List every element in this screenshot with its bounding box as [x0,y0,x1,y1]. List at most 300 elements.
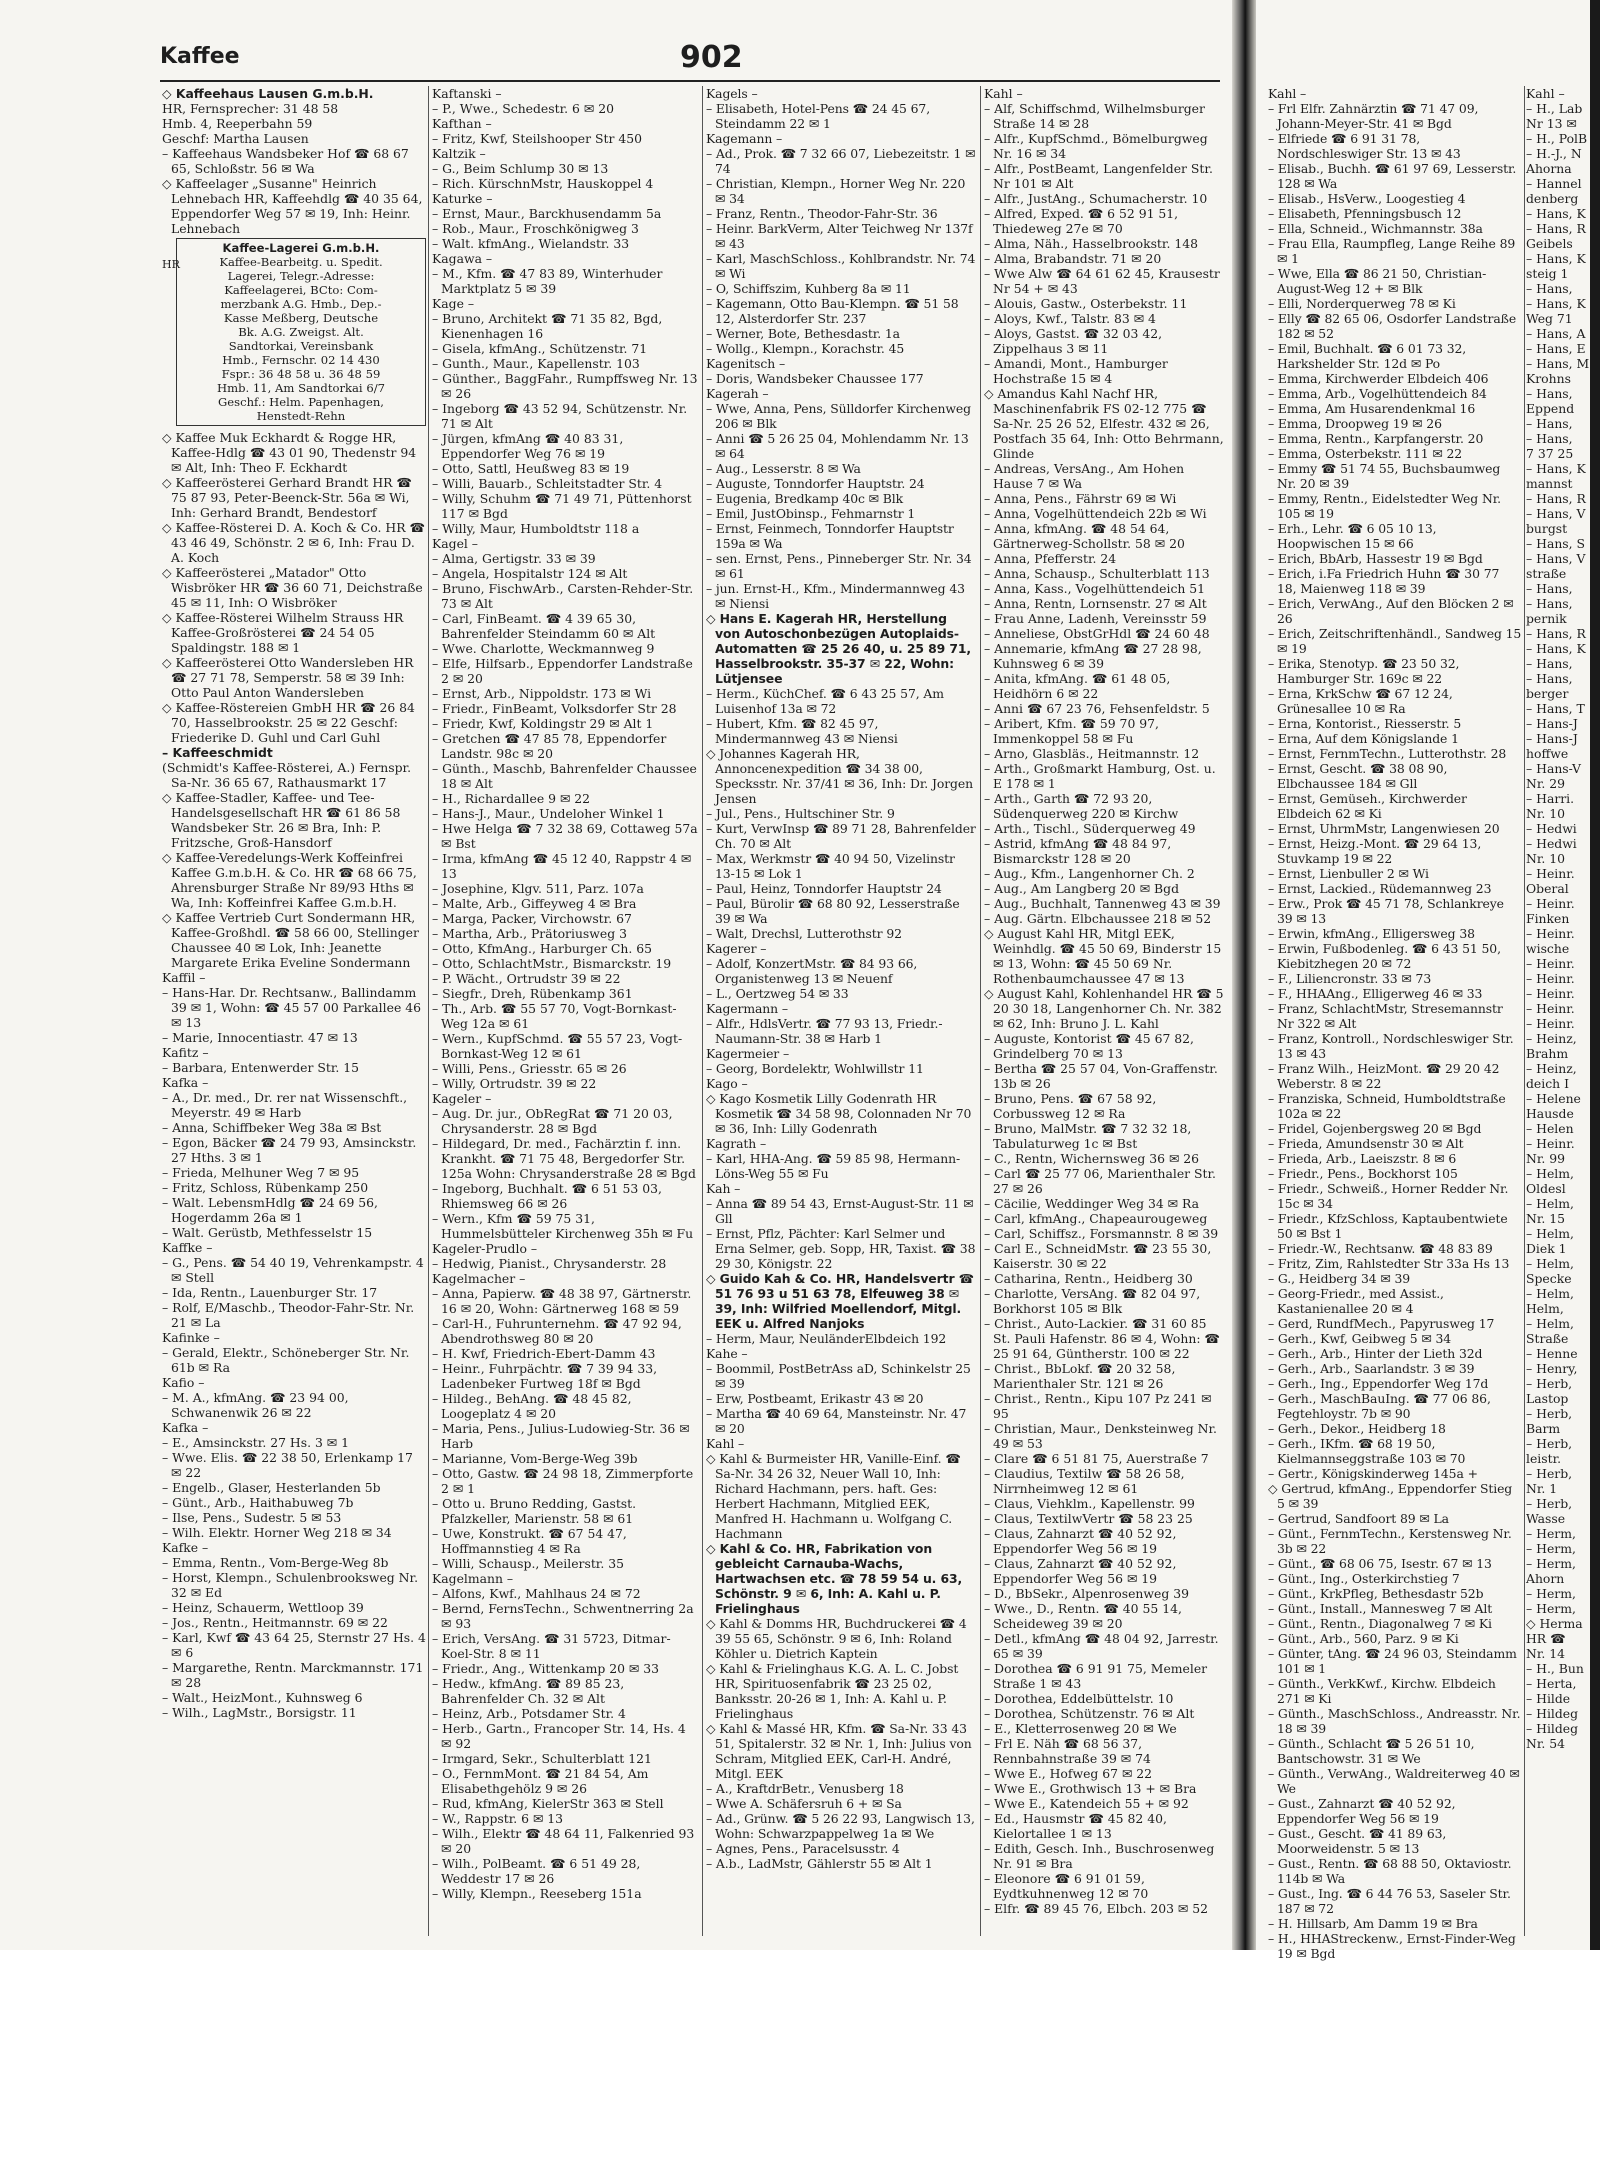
directory-entry: – Aug. Gärtn. Elbchaussee 218 ✉ 52 [984,911,1212,926]
directory-entry: – Carl, kfmAng., Chapeaurougeweg [984,1211,1208,1226]
directory-entry: – Walt, Drechsl, Lutterothstr 92 [706,926,902,941]
directory-entry: – Hans, A [1526,326,1586,341]
directory-entry: – Hans, V [1526,551,1586,566]
directory-entry: – Willi, Bauarb., Schleitstadter Str. 4 [432,476,663,491]
directory-entry: – Jürgen, kfmAng ☎ 40 83 31, Eppendorfer Weg 76 ✉ 19 [432,431,624,461]
directory-entry: straße [1526,566,1567,581]
directory-entry: Kago – [706,1076,748,1091]
directory-entry: ◇ Kahl & Massé HR, Kfm. ☎ Sa-Nr. 33 43 51, Spitalerstr. 32 ✉ Nr. 1, Inh: Julius von Schram, Mitglied EEK, Carl-H. André, Mitgl. EEK [706,1721,972,1781]
directory-entry: – Hedw., kfmAng. ☎ 89 85 23, Bahrenfelder Ch. 32 ✉ Alt [432,1676,625,1706]
directory-entry: – Emma, Kirchwerder Elbdeich 406 [1268,371,1489,386]
directory-entry: – Herm, [1526,1601,1576,1616]
directory-entry: – Arth., Tischl., Süderquerweg 49 [984,821,1196,836]
directory-entry: Kagenitsch – [706,356,786,371]
directory-entry: berger [1526,686,1569,701]
directory-entry: Kahl – [1526,86,1565,101]
directory-entry: – Th., Arb. ☎ 55 57 70, Vogt-Bornkast-Weg 12a ✉ 61 [432,1001,677,1031]
directory-entry: – Herb, [1526,1406,1573,1421]
directory-entry: – Kurt, VerwInsp ☎ 89 71 28, Bahrenfelder Ch. 70 ✉ Alt [706,821,976,851]
directory-entry: 7 37 25 [1526,446,1574,461]
directory-entry: Ahorn [1526,1571,1565,1586]
directory-entry: – Auguste, Kontorist ☎ 45 67 82, Grindelberg 70 ✉ 13 [984,1031,1194,1061]
directory-entry: – Gertrud, Sandfoort 89 ✉ La [1268,1511,1449,1526]
directory-entry: Nr. 99 [1526,1151,1566,1166]
directory-entry: – Marianne, Vom-Berge-Weg 39b [432,1451,638,1466]
advert-box [176,238,426,426]
directory-entry: – Wilh., LagMstr., Borsigstr. 11 [162,1705,357,1720]
directory-entry: – Günt., Arb., 560, Parz. 9 ✉ Ki [1268,1631,1459,1646]
directory-entry: – Hwe Helga ☎ 7 32 38 69, Cottaweg 57a ✉ Bst [432,821,698,851]
directory-entry: – Helm, [1526,1226,1574,1241]
directory-entry: – Dorothea, Eddelbüttelstr. 10 [984,1691,1174,1706]
directory-entry: – Clare ☎ 6 51 81 75, Auerstraße 7 [984,1451,1209,1466]
directory-entry: – O, Schiffszim, Kuhberg 8a ✉ 11 [706,281,911,296]
directory-entry: – Helene [1526,1091,1581,1106]
advert-line: Hmb. 11, Am Sandtorkai 6/7 [217,381,385,395]
directory-entry: – Erh., Lehr. ☎ 6 05 10 13, Hoopwischen 15 ✉ 66 [1268,521,1437,551]
directory-entry: Kafka – [162,1420,209,1435]
directory-entry: – Franz, SchlachtMstr, Stresemannstr Nr 322 ✉ Alt [1268,1001,1503,1031]
directory-entry: – Rud, kfmAng, KielerStr 363 ✉ Stell [432,1796,664,1811]
directory-entry: – Fritz, Zim, Rahlstedter Str 33a Hs 13 [1268,1256,1510,1271]
advert-line: merzbank A.G. Hmb., Dep.- [220,297,382,311]
directory-entry: – D., BbSekr., Alpenrosenweg 39 [984,1586,1189,1601]
directory-entry: – Arth., Großmarkt Hamburg, Ost. u. E 178 ✉ 1 [984,761,1216,791]
directory-entry: – Ella, Schneid., Wichmannstr. 38a [1268,221,1483,236]
directory-entry: – Hans, K [1526,206,1586,221]
directory-entry: – Carl ☎ 25 77 06, Marienthaler Str. 27 ✉ 26 [984,1166,1216,1196]
directory-entry: – Helm, [1526,1316,1574,1331]
directory-entry: – Wilh., PolBeamt. ☎ 6 51 49 28, Weddestr 17 ✉ 26 [432,1856,641,1886]
directory-entry: mannst [1526,476,1573,491]
directory-entry: – Aug., Kfm., Langenhorner Ch. 2 [984,866,1195,881]
directory-entry: – Heinr. [1526,971,1575,986]
directory-entry: – C., Rentn, Wichernsweg 36 ✉ 26 [984,1151,1200,1166]
directory-entry: – Otto, Sattl, Heußweg 83 ✉ 19 [432,461,630,476]
directory-entry: Katurke – [432,191,493,206]
directory-entry: – Herta, [1526,1676,1577,1691]
directory-entry: – Hans, T [1526,701,1585,716]
directory-entry: ◇ Kaffee-Röstereien GmbH HR ☎ 26 84 70, Hasselbrookstr. 25 ✉ 22 Geschf: Friederike D. Guhl und Carl Guhl [162,700,415,745]
directory-entry: – Gertr., Königskinderweg 145a + [1268,1466,1478,1481]
directory-entry: – Erna, KrkSchw ☎ 67 12 24, Grünesallee 10 ✉ Ra [1268,686,1453,716]
directory-entry: – Heinr. [1526,1001,1575,1016]
directory-entry: – Alfr., HdlsVertr. ☎ 77 93 13, Friedr.-Naumann-Str. 38 ✉ Harb 1 [706,1016,943,1046]
directory-entry: Wasse [1526,1511,1566,1526]
directory-entry: – Frieda, Amundsenstr 30 ✉ Alt [1268,1136,1464,1151]
directory-entry: – Wwe E., Katendeich 55 + ✉ 92 [984,1796,1189,1811]
directory-entry: Kagermeier – [706,1046,790,1061]
directory-entry: – Anna, Kass., Vogelhüttendeich 51 [984,581,1206,596]
column-6 [1526,86,1590,1936]
directory-entry: Nr. 15 [1526,1211,1566,1226]
directory-entry: – Emil, JustObinsp., Fehmarnstr 1 [706,506,916,521]
directory-entry: – Wwe Alw ☎ 64 61 62 45, Krausestr Nr 54 + ✉ 43 [984,266,1220,296]
directory-entry: – Adolf, KonzertMstr. ☎ 84 93 66, Organistenweg 13 ✉ Neuenf [706,956,918,986]
advert-line: Geschf.: Helm. Papenhagen, [218,395,384,409]
directory-entry: – G., Beim Schlump 30 ✉ 13 [432,161,609,176]
directory-entry: ◇ Kahl & Co. HR, Fabrikation von gebleicht Carnauba-Wachs, Hartwachsen etc. ☎ 78 59 54 u. 63, Schönstr. 9 ✉ 6, Inh: A. Kahl u. P. Frielinghaus [706,1541,963,1616]
directory-entry: – Hans, [1526,416,1573,431]
directory-entry: ◇ Hans E. Kagerah HR, Herstellung von Autoschonbezügen Autoplaids-Automatten ☎ 25 26 40, u. 25 89 71, Hasselbrookstr. 35-37 ✉ 22, Wohn: Lütjensee [706,611,972,686]
advert-line: Kasse Meßberg, Deutsche [223,311,379,325]
directory-entry: – Herm., KüchChef. ☎ 6 43 25 57, Am Luisenhof 13a ✉ 72 [706,686,944,716]
directory-entry: ◇ Kahl & Frielinghaus K.G. A. L. C. Jobst HR, Spirituosenfabrik ☎ 23 25 02, Banksstr. 20-26 ✉ 1, Inh: A. Kahl u. P. Frielinghaus [706,1661,959,1721]
directory-entry: – Ernst, Pflz, Pächter: Karl Selmer und Erna Selmer, geb. Sopp, HR, Taxist. ☎ 38 29 30, Königstr. 22 [706,1226,976,1271]
column-5 [1268,86,1522,1961]
directory-entry: – Hans, K [1526,251,1586,266]
directory-entry: Finken [1526,911,1570,926]
directory-entry: – Elli, Norderquerweg 78 ✉ Ki [1268,296,1456,311]
directory-entry: – Siegfr., Dreh, Rübenkamp 361 [432,986,633,1001]
directory-entry: – Egon, Bäcker ☎ 24 79 93, Amsinckstr. 27 Hths. 3 ✉ 1 [162,1135,417,1165]
directory-entry: – Willy, Ortrudstr. 39 ✉ 22 [432,1076,597,1091]
directory-entry: Kahe – [706,1346,748,1361]
directory-entry: – Agnes, Pens., Paracelsusstr. 4 [706,1841,900,1856]
directory-entry: wische [1526,941,1570,956]
directory-entry: – Heinz, Schauerm, Wettloop 39 [162,1600,364,1615]
directory-entry: – H. Hillsarb, Am Damm 19 ✉ Bra [1268,1916,1478,1931]
directory-entry: – Bertha ☎ 25 57 04, Von-Graffenstr. 13b ✉ 26 [984,1061,1218,1091]
directory-entry: Kagrath – [706,1136,767,1151]
page-header [160,40,1220,82]
directory-entry: – Jos., Rentn., Heitmannstr. 69 ✉ 22 [162,1615,388,1630]
directory-entry: – Emma, Rentn., Vom-Berge-Weg 8b [162,1555,389,1570]
directory-entry: – Hildeg., BehAng. ☎ 48 45 82, Loogeplatz 4 ✉ 20 [432,1391,632,1421]
directory-entry: – H., Bun [1526,1661,1584,1676]
directory-entry: – Günth., Maschb, Bahrenfelder Chaussee 18 ✉ Alt [432,761,697,791]
directory-entry: ◇ Amandus Kahl Nachf HR, Maschinenfabrik FS 02-12 775 ☎ Sa-Nr. 25 26 52, Elfestr. 432 ✉ 26, Postfach 35 64, Inh: Otto Behrmann, Glinde [984,386,1224,461]
directory-entry: – Maria, Pens., Julius-Ludowieg-Str. 36 ✉ Harb [432,1421,690,1451]
directory-entry: – Elisabeth, Hotel-Pens ☎ 24 45 67, Steindamm 22 ✉ 1 [706,101,931,131]
directory-entry: – Wwe E., Grothwisch 13 + ✉ Bra [984,1781,1197,1796]
advert-title: Kaffee-Lagerei G.m.b.H. [222,241,380,255]
directory-entry: – Ilse, Pens., Sudestr. 5 ✉ 53 [162,1510,342,1525]
directory-entry: – Hans-V [1526,761,1581,776]
directory-entry: ◇ Gertrud, kfmAng., Eppendorfer Stieg 5 ✉ 39 [1268,1481,1513,1511]
directory-entry: – Christian, Maur., Denksteinweg Nr. 49 ✉ 53 [984,1421,1217,1451]
advert-line: Hmb., Fernschr. 02 14 430 [222,353,380,367]
directory-entry: – Gerh., Ing., Eppendorfer Weg 17d [1268,1376,1489,1391]
directory-entry: – Aug., Lesserstr. 8 ✉ Wa [706,461,861,476]
directory-entry: Kagels – [706,86,758,101]
directory-entry: – Günt., ☎ 68 06 75, Isestr. 67 ✉ 13 [1268,1556,1492,1571]
directory-entry: – Margarethe, Rentn. Marckmannstr. 171 ✉ 28 [162,1660,424,1690]
directory-entry: – Alma, Näh., Hasselbrookstr. 148 [984,236,1198,251]
directory-entry: – Ida, Rentn., Lauenburger Str. 17 [162,1285,378,1300]
directory-entry: – Hans, K [1526,461,1586,476]
directory-entry: – Erich, i.Fa Friedrich Huhn ☎ 30 77 18, Maienweg 118 ✉ 39 [1268,566,1500,596]
directory-entry: – Alma, Brabandstr. 71 ✉ 20 [984,251,1162,266]
directory-entry: – Cäcilie, Weddinger Weg 34 ✉ Ra [984,1196,1199,1211]
directory-entry: – Friedr., KfzSchloss, Kaptaubentwiete 50 ✉ Bst 1 [1268,1211,1508,1241]
directory-entry: – Josephine, Klgv. 511, Parz. 107a [432,881,644,896]
directory-entry: – Anni ☎ 67 23 76, Fehsenfeldstr. 5 [984,701,1210,716]
directory-entry: Specke [1526,1271,1572,1286]
directory-entry: Hmb. 4, Reeperbahn 59 [162,116,313,131]
directory-entry: – Ed., Hausmstr ☎ 45 82 40, Kielortallee 1 ✉ 13 [984,1811,1167,1841]
directory-entry: – Friedr., FinBeamt, Volksdorfer Str 28 [432,701,677,716]
column-3 [706,86,976,1936]
directory-entry: – Hans-J [1526,716,1578,731]
directory-entry: – Heinr. [1526,986,1575,1001]
directory-entry: – Helm, [1526,1196,1574,1211]
directory-entry: – Heinr. [1526,896,1575,911]
directory-entry: – G., Pens. ☎ 54 40 19, Vehrenkampstr. 4 ✉ Stell [162,1255,424,1285]
column-divider [702,86,703,1936]
advert-line: Sandtorkai, Vereinsbank [228,339,374,353]
directory-entry: – Dorothea ☎ 6 91 91 75, Memeler Straße 1 ✉ 43 [984,1661,1208,1691]
directory-entry: ◇ August Kahl HR, Mitgl EEK, Weinhdlg. ☎ 45 50 69, Binderstr 15 ✉ 13, Wohn: ☎ 45 50 69 Nr. Rothenbaumchaussee 47 ✉ 13 [984,926,1222,986]
directory-entry: – Günter, tAng. ☎ 24 96 03, Steindamm 101 ✉ 1 [1268,1646,1517,1676]
directory-entry: – Ingeborg, Buchhalt. ☎ 6 51 53 03, Rhiemsweg 66 ✉ 26 [432,1181,662,1211]
directory-entry: HR, Fernsprecher: 31 48 58 [162,101,339,116]
directory-entry: – Engelb., Glaser, Hesterlanden 5b [162,1480,381,1495]
directory-entry: – Herm, [1526,1586,1576,1601]
directory-entry: – Hans, [1526,281,1573,296]
directory-entry: – Angela, Hospitalstr 124 ✉ Alt [432,566,628,581]
directory-entry: – Herm, Maur, NeuländerElbdeich 192 [706,1331,947,1346]
directory-entry: – Anna ☎ 89 54 43, Ernst-August-Str. 11 ✉ Gll [706,1196,974,1226]
directory-entry: ◇ Guido Kah & Co. HR, Handelsvertr ☎ 51 76 93 u 51 63 78, Elfeuweg 38 ✉ 39, Inh: Wilfried Moellendorf, Mitgl. EEK u. Alfred Nanjoks [706,1271,975,1331]
directory-entry: – Frl Elfr. Zahnärztin ☎ 71 47 09, Johann-Meyer-Str. 41 ✉ Bgd [1268,101,1479,131]
directory-entry: Kagelmann – [432,1571,514,1586]
directory-entry: – Wwe A. Schäfersruh 6 + ✉ Sa [706,1796,902,1811]
directory-entry: – Carl E., SchneidMstr. ☎ 23 55 30, Kaiserstr. 30 ✉ 22 [984,1241,1212,1271]
directory-entry: Diek 1 [1526,1241,1567,1256]
directory-entry: – Willy, Maur, Humboldtstr 118 a [432,521,640,536]
directory-entry: – Ernst, Heizg.-Mont. ☎ 29 64 13, Stuvkamp 19 ✉ 22 [1268,836,1482,866]
directory-entry: – Emma, Am Husarendenkmal 16 [1268,401,1476,416]
directory-entry: – Ernst, Gemüseh., Kirchwerder Elbdeich 62 ✉ Ki [1268,791,1467,821]
directory-entry: ◇ Kaffee-Rösterei Wilhelm Strauss HR Kaffee-Großrösterei ☎ 24 54 05 Spaldingstr. 188 ✉ 1 [162,610,404,655]
directory-entry: – Ingeborg ☎ 43 52 94, Schützenstr. Nr. 71 ✉ Alt [432,401,688,431]
directory-entry: – Gust., Gescht. ☎ 41 89 63, Moorweidenstr. 5 ✉ 13 [1268,1826,1447,1856]
directory-entry: – Alfr., KupfSchmd., Bömelburgweg Nr. 16 ✉ 34 [984,131,1208,161]
directory-entry: – Hans-J., Maur., Undeloher Winkel 1 [432,806,665,821]
directory-entry: ◇ Kahl & Domms HR, Buchdruckerei ☎ 4 39 55 65, Schönstr. 9 ✉ 6, Inh: Roland Köhler u. Dietrich Kaptein [706,1616,967,1661]
directory-entry: – Hildegard, Dr. med., Fachärztin f. inn. Krankht. ☎ 71 75 48, Bergedorfer Str. 125a Wohn: Chrysanderstraße 28 ✉ Bgd [432,1136,696,1181]
directory-entry: – Bernd, FernsTechn., Schwentnerring 2a ✉ 93 [432,1601,694,1631]
directory-entry: – Anna, Pfefferstr. 24 [984,551,1117,566]
directory-entry: Kagel – [432,536,479,551]
directory-entry: – Willi, Pens., Griesstr. 65 ✉ 26 [432,1061,627,1076]
directory-entry: – Jul., Pens., Hultschiner Str. 9 [706,806,895,821]
directory-entry: Kahl – [984,86,1023,101]
directory-entry: – Elfr. ☎ 89 45 76, Elbch. 203 ✉ 52 [984,1901,1209,1916]
directory-entry: – Max, Werkmstr ☎ 40 94 50, Vizelinstr 13-15 ✉ Lok 1 [706,851,955,881]
directory-entry: – Günth., Schlacht ☎ 5 26 51 10, Bantschowstr. 31 ✉ We [1268,1736,1475,1766]
directory-entry: – Aug., Buchhalt, Tannenweg 43 ✉ 39 [984,896,1221,911]
directory-entry: – Elisab., HsVerw., Loogestieg 4 [1268,191,1466,206]
advert-line: Kaffeelagerei, BCto: Com- [224,283,378,297]
directory-entry: ◇ Kaffee-Stadler, Kaffee- und Tee-Handelsgesellschaft HR ☎ 61 86 58 Wandsbeker Str. 26 ✉ Bra, Inh: P. Fritzsche, Groß-Hansdorf [162,790,401,850]
directory-entry: – Alf, Schiffschmd, Wilhelmsburger Straße 14 ✉ 28 [984,101,1205,131]
directory-entry: – Friedr.-W., Rechtsanw. ☎ 48 83 89 [1268,1241,1493,1256]
directory-entry: – Hans, K [1526,641,1586,656]
directory-entry: Kaltzik – [432,146,486,161]
box-tag: HR [162,258,180,271]
directory-entry: ◇ Kaffeelager „Susanne" Heinrich Lehnebach HR, Kaffeehdlg ☎ 40 35 64, Eppendorfer Weg 57 ✉ 19, Inh: Heinr. Lehnebach [162,176,423,236]
directory-entry: – Friedr., Ang., Wittenkamp 20 ✉ 33 [432,1661,659,1676]
directory-entry: – Martha ☎ 40 69 64, Mansteinstr. Nr. 47 ✉ 20 [706,1406,967,1436]
directory-entry: – Paul, Heinz, Tonndorfer Hauptstr 24 [706,881,942,896]
directory-entry: – Frieda, Melhuner Weg 7 ✉ 95 [162,1165,360,1180]
directory-entry: – jun. Ernst-H., Kfm., Mindermannweg 43 ✉ Niensi [706,581,965,611]
directory-entry: – Claus, Zahnarzt ☎ 40 52 92, Eppendorfer Weg 56 ✉ 19 [984,1526,1177,1556]
directory-entry: – Herb, [1526,1436,1573,1451]
directory-entry: – Elly ☎ 82 65 06, Osdorfer Landstraße 182 ✉ 52 [1268,311,1517,341]
directory-entry: – Fridel, Gojenbergsweg 20 ✉ Bgd [1268,1121,1482,1136]
directory-entry: Kagawa – [432,251,493,266]
directory-entry: deich I [1526,1076,1569,1091]
directory-entry: – Wwe. Charlotte, Weckmannweg 9 [432,641,655,656]
directory-entry: (Schmidt's Kaffee-Rösterei, A.) Fernspr. Sa-Nr. 36 65 67, Rathausmarkt 17 [162,760,412,790]
directory-entry: – Emmy ☎ 51 74 55, Buchsbaumweg Nr. 20 ✉ 39 [1268,461,1501,491]
directory-entry: – Walt., HeizMont., Kuhnsweg 6 [162,1690,363,1705]
directory-entry: – Wern., Kfm ☎ 59 75 31, Hummelsbütteler Kirchenweg 35h ✉ Fu [432,1211,694,1241]
directory-entry: – Bruno, Pens. ☎ 67 58 92, Corbussweg 12 ✉ Ra [984,1091,1157,1121]
directory-entry: – Günt., KrkPfleg, Bethesdastr 52b [1268,1586,1484,1601]
directory-entry: – Heinr. [1526,866,1575,881]
directory-entry: – Günt., Ing., Osterkirchstieg 7 [1268,1571,1460,1586]
directory-entry: – Aloys, Gastst. ☎ 32 03 42, Zippelhaus 3 ✉ 11 [984,326,1163,356]
directory-entry: – Gerald, Elektr., Schöneberger Str. Nr. 61b ✉ Ra [162,1345,410,1375]
directory-entry: – Hildeg [1526,1706,1579,1721]
directory-entry: – H. Kwf, Friedrich-Ebert-Damm 43 [432,1346,656,1361]
directory-entry: – Charlotte, VersAng. ☎ 82 04 97, Borkhorst 105 ✉ Blk [984,1286,1201,1316]
directory-entry: – Emma, Osterbekstr. 111 ✉ 22 [1268,446,1463,461]
entry-list [162,430,426,1720]
directory-entry: – Harri. [1526,791,1575,806]
directory-entry: – Helm, [1526,1256,1574,1271]
directory-entry: Nr. 29 [1526,776,1566,791]
directory-entry: ◇ August Kahl, Kohlenhandel HR ☎ 5 20 30 18, Langenhorner Ch. Nr. 382 ✉ 62, Inh: Bruno J. L. Kahl [984,986,1224,1031]
directory-entry: – Erich, VersAng. ☎ 31 5723, Ditmar-Koel-Str. 8 ✉ 11 [432,1631,671,1661]
directory-entry: – A.b., LadMstr, Gählerstr 55 ✉ Alt 1 [706,1856,933,1871]
directory-entry: – Bruno, FischwArb., Carsten-Rehder-Str. 73 ✉ Alt [432,581,694,611]
directory-entry: – Werner, Bote, Bethesdastr. 1a [706,326,900,341]
directory-entry: ◇ Herma [1526,1616,1583,1631]
directory-entry: – H., Lab [1526,101,1583,116]
directory-entry: – Wwe E., Hofweg 67 ✉ 22 [984,1766,1153,1781]
directory-entry: Oldesl [1526,1181,1566,1196]
directory-entry: – Christian, Klempn., Horner Weg Nr. 220 ✉ 34 [706,176,966,206]
directory-entry: Kagermann – [706,1001,788,1016]
directory-entry: – Heinr. [1526,956,1575,971]
directory-entry: – Alfred, Exped. ☎ 6 52 91 51, Thiedeweg 27e ✉ 70 [984,206,1179,236]
directory-entry: – Elfriede ☎ 6 91 31 78, Nordschleswiger Str. 13 ✉ 43 [1268,131,1461,161]
directory-entry: – Paul, Bürolir ☎ 68 80 92, Lesserstraße 39 ✉ Wa [706,896,960,926]
directory-entry: – Gisela, kfmAng., Schützenstr. 71 [432,341,648,356]
directory-entry: – Eugenia, Bredkamp 40c ✉ Blk [706,491,904,506]
directory-entry: – Arno, Glasbläs., Heitmannstr. 12 [984,746,1200,761]
directory-entry: – G., Heidberg 34 ✉ 39 [1268,1271,1411,1286]
directory-entry: – E., Kletterrosenweg 20 ✉ We [984,1721,1177,1736]
directory-entry: Kagerer – [706,941,767,956]
directory-entry: – Wollg., Klempn., Korachstr. 45 [706,341,905,356]
directory-entry: steig 1 [1526,266,1569,281]
directory-entry: – Herb., Gartn., Francoper Str. 14, Hs. 4 ✉ 92 [432,1721,686,1751]
directory-entry: – Gerh., Arb., Saarlandstr. 3 ✉ 39 [1268,1361,1475,1376]
column-divider [428,86,429,1936]
directory-entry: – Frieda, Arb., Laeiszstr. 8 ✉ 6 [1268,1151,1457,1166]
directory-entry: – Anita, kfmAng. ☎ 61 48 05, Heidhörn 6 ✉ 22 [984,671,1171,701]
directory-entry: – Erich, BbArb, Hassestr 19 ✉ Bgd [1268,551,1483,566]
directory-entry: – W., Rappstr. 6 ✉ 13 [432,1811,564,1826]
directory-entry: – Otto, SchlachtMstr., Bismarckstr. 19 [432,956,672,971]
directory-entry: – Aug., Am Langberg 20 ✉ Bgd [984,881,1180,896]
directory-entry: – Gerh., MaschBauIng. ☎ 77 06 86, Fegtehloystr. 7b ✉ 90 [1268,1391,1491,1421]
directory-entry: Weg 71 [1526,311,1573,326]
directory-entry: – Ad., Grünw. ☎ 5 26 22 93, Langwisch 13, Wohn: Schwarzpappelweg 1a ✉ We [706,1811,975,1841]
directory-entry: Kah – [706,1181,741,1196]
directory-entry: – Annemarie, kfmAng ☎ 27 28 98, Kuhnsweg 6 ✉ 39 [984,641,1202,671]
directory-entry: – Emma, Rentn., Karpfangerstr. 20 [1268,431,1484,446]
directory-entry: – Gunth., Maur., Kapellenstr. 103 [432,356,640,371]
directory-entry: Kaffke – [162,1240,213,1255]
directory-entry: pernik [1526,611,1567,626]
directory-entry: – Hans-Har. Dr. Rechtsanw., Ballindamm 39 ✉ 1, Wohn: ☎ 45 57 00 Parkallee 46 ✉ 13 [162,985,421,1030]
directory-entry: Kage – [432,296,475,311]
directory-entry: – Gust., Rentn. ☎ 68 88 50, Oktaviostr. 114b ✉ Wa [1268,1856,1512,1886]
directory-entry: – Hans, [1526,656,1573,671]
directory-entry: ◇ Kaffee Muk Eckhardt & Rogge HR, Kaffee-Hdlg ☎ 43 01 90, Thedenstr 94 ✉ Alt, Inh: Theo F. Eckhardt [162,430,417,475]
directory-entry: – Claus, TextilwVertr ☎ 58 23 25 [984,1511,1193,1526]
directory-entry: – Wwe. Elis. ☎ 22 38 50, Erlenkamp 17 ✉ 22 [162,1450,413,1480]
blank-margin [0,1950,1600,2177]
directory-entry: Nr. 1 [1526,1481,1558,1496]
directory-entry: Brahm [1526,1046,1569,1061]
directory-entry: – Carl-H., Fuhrunternehm. ☎ 47 92 94, Abendrothsweg 80 ✉ 20 [432,1316,682,1346]
directory-entry: – sen. Ernst, Pens., Pinneberger Str. Nr. 34 ✉ 61 [706,551,972,581]
directory-entry: – Friedr., Pens., Bockhorst 105 [1268,1166,1458,1181]
directory-entry: – Ernst, Maur., Barckhusendamm 5a [432,206,662,221]
directory-entry: – Günt., FernmTechn., Kerstensweg Nr. 3b ✉ 22 [1268,1526,1512,1556]
directory-entry: – Wilh., Elektr ☎ 48 64 11, Falkenried 93 ✉ 20 [432,1826,695,1856]
directory-entry: – Kaffeehaus Wandsbeker Hof ☎ 68 67 65, Schloßstr. 56 ✉ Wa [162,146,409,176]
directory-entry: – Anna, Papierw. ☎ 48 38 97, Gärtnerstr. 16 ✉ 20, Wohn: Gärtnerweg 168 ✉ 59 [432,1286,692,1316]
directory-entry: – Hedwig, Pianist., Chrysanderstr. 28 [432,1256,667,1271]
directory-entry: – Günth., VerwAng., Waldreiterweg 40 ✉ We [1268,1766,1520,1796]
directory-entry: – Alfr., JustAng., Schumacherstr. 10 [984,191,1208,206]
directory-entry: – A., Dr. med., Dr. rer nat Wissenschft., Meyerstr. 49 ✉ Harb [162,1090,408,1120]
directory-entry: – Alfons, Kwf., Mahlhaus 24 ✉ 72 [432,1586,641,1601]
directory-entry: – Willy, Klempn., Reeseberg 151a [432,1886,642,1901]
directory-entry: – Karl, MaschSchloss., Kohlbrandstr. Nr. 74 ✉ Wi [706,251,976,281]
directory-entry: – Aloys, Kwf., Talstr. 83 ✉ 4 [984,311,1156,326]
directory-entry: – Helm, [1526,1166,1574,1181]
directory-entry: – Emma, Arb., Vogelhüttendeich 84 [1268,386,1487,401]
directory-entry: – Erika, Stenotyp. ☎ 23 50 32, Hamburger Str. 169c ✉ 22 [1268,656,1460,686]
directory-entry: – Astrid, kfmAng ☎ 48 84 97, Bismarckstr 128 ✉ 20 [984,836,1172,866]
directory-entry: Geibels [1526,236,1573,251]
directory-entry: Helm, [1526,1301,1564,1316]
directory-entry: – Rolf, E/Maschb., Theodor-Fahr-Str. Nr. 21 ✉ La [162,1300,415,1330]
directory-entry: – Walt. LebensmHdlg ☎ 24 69 56, Hogerdamm 26a ✉ 1 [162,1195,378,1225]
directory-entry: – Heinz, Arb., Potsdamer Str. 4 [432,1706,626,1721]
directory-entry: – Fritz, Kwf, Steilshooper Str 450 [432,131,642,146]
directory-entry: Eppend [1526,401,1575,416]
directory-entry: HR ☎ [1526,1631,1566,1646]
directory-entry: – Friedr., Schweiß., Horner Redder Nr. 15c ✉ 34 [1268,1181,1509,1211]
directory-entry: – Heinz, [1526,1031,1577,1046]
directory-entry: – Herb, [1526,1496,1573,1511]
directory-entry: – Marga, Packer, Virchowstr. 67 [432,911,632,926]
directory-entry: – Anna, Schausp., Schulterblatt 113 [984,566,1210,581]
directory-entry: Krohns [1526,371,1571,386]
directory-entry: – Hans, K [1526,296,1586,311]
